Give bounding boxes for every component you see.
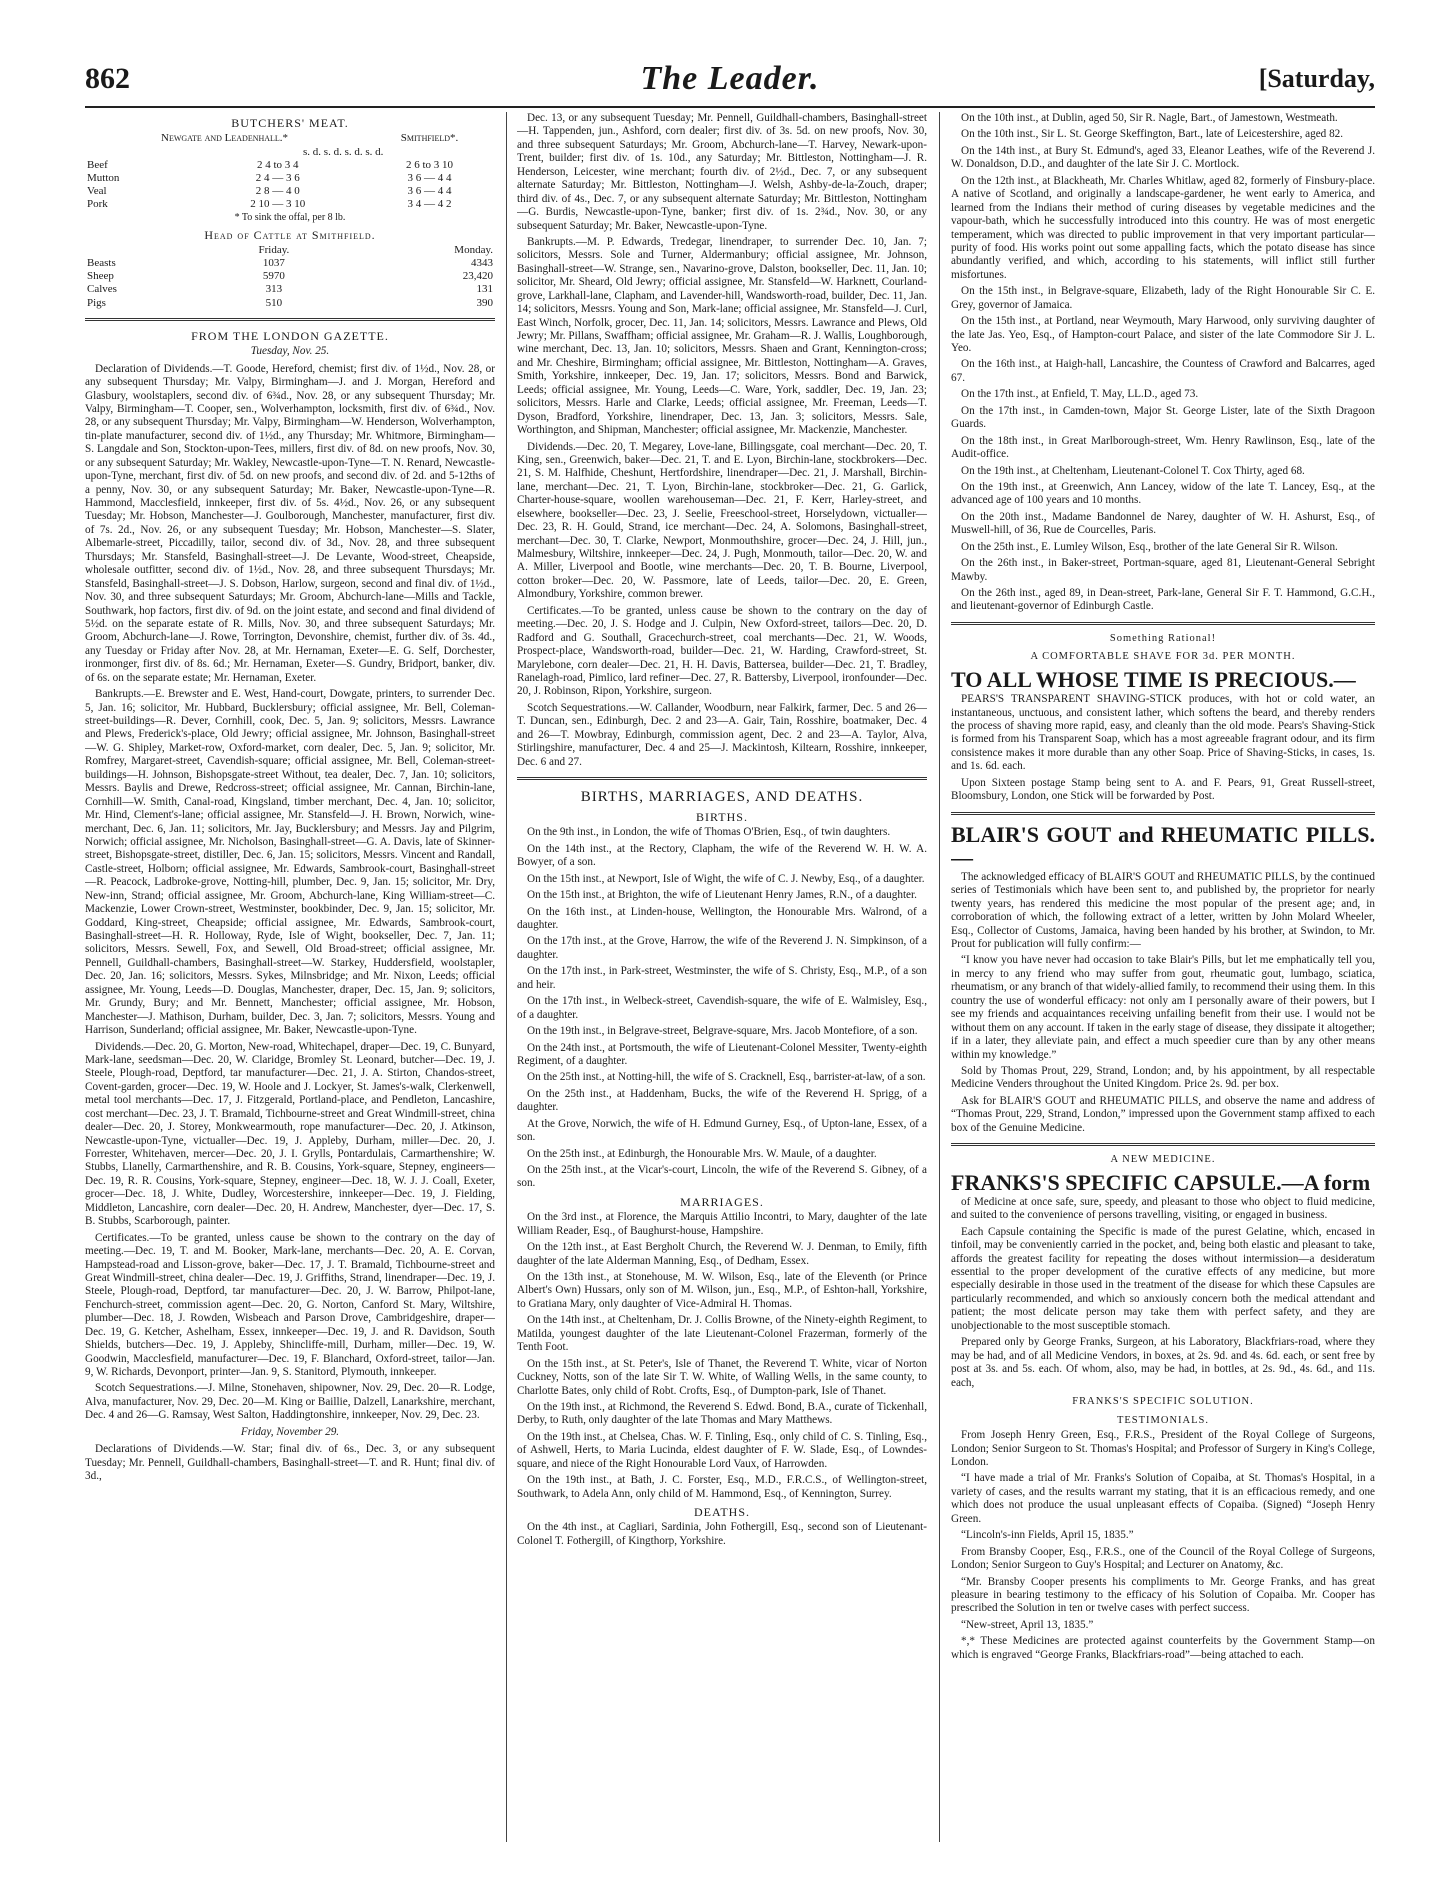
marriages-heading: MARRIAGES. xyxy=(680,1194,764,1209)
gazette-date: Tuesday, Nov. 25. xyxy=(250,345,330,358)
death-notice: On the 19th inst., at Cheltenham, Lieutenant-Colonel T. Cox Thirty, aged 68. xyxy=(961,464,1305,477)
death-notice: On the 20th inst., Madame Bandonnel de Narey, daughter of W. H. Ashurst, Esq., of Muswell-hill, of 36, Rue de Courcelles, Paris. xyxy=(951,510,1375,537)
franks-solution-heading: FRANKS'S SPECIFIC SOLUTION. xyxy=(1072,1395,1254,1407)
ad-paragraph: “I know you have never had occasion to take Blair's Pills, but let me emphatically tell you, in mercy to any friend who may suffer from gout, rheumatic gout, lumbago, sciatica, rheumatism, or any branch of that widely-allied family, to recommend their using them. In this country the use of wonderful efficacy: not only am I personally aware of their powers, but I see my friends and acquaintances receiving unfailing benefit from their use. I would not be without them on any account. If taken in the early stage of disease, they dissipate it altogether; if in a later, they alleviate pain, and effect a much speedier cure than by any other means within my knowledge.” xyxy=(951,954,1375,1061)
birth-notice: On the 25th inst., at the Vicar's-court, Lincoln, the wife of the Reverend S. Gibney, of a son. xyxy=(517,1164,927,1190)
gazette-notice: Scotch Sequestrations.—J. Milne, Stonehaven, shipowner, Nov. 29, Dec. 20—R. Lodge, Alva, manufacturer, Nov. 29, Dec. 20—M. King or Baillie, Dalzell, Lanarkshire, merchant, Dec. 4 and 26—G. Ramsay, West Salton, Haddingtonshire, innkeeper, Nov. 29, Dec. 23. xyxy=(85,1382,495,1422)
ad-paragraph: Each Capsule containing the Specific is made of the purest Gelatine, which, encased in tinfoil, may be conveniently carried in the pocket, and, being both elastic and pleasant to take, affords the greatest facility for repeating the doses without intermission—a desideratum essential to the proper development of the curative effects of any medicine, but more especially desirable in those used in the treatment of the disease for which these Capsules are particularly recommended, and which so anxiously concern both the medical attendant and patient; the most delicate person may take them with perfect safety, and they are unobjectionable to the most susceptible stomach. xyxy=(951,1225,1375,1332)
table-row xyxy=(85,185,495,198)
deaths-list xyxy=(517,1521,927,1548)
newspaper-page xyxy=(85,58,1375,1848)
butchers-table xyxy=(85,132,495,211)
birth-notice: On the 17th inst., at the Grove, Harrow, the wife of the Reverend J. N. Simpkinson, of a daughter. xyxy=(517,935,927,961)
franks-advertisement xyxy=(951,1196,1375,1390)
cell-sf: 3 6 — 4 4 xyxy=(407,185,452,198)
pears-title: TO ALL WHOSE TIME IS PRECIOUS.— xyxy=(951,667,1356,693)
testimonial-paragraph: “Lincoln's-inn Fields, April 15, 1835.” xyxy=(961,1529,1134,1542)
franks-title: FRANKS'S SPECIFIC CAPSULE.—A form xyxy=(951,1169,1371,1195)
gazette-notice: Certificates.—To be granted, unless cause be shown to the contrary on the day of meeting.—Dec. 19, T. and M. Booker, Mark-lane, merchants—Dec. 20, A. E. Corvan, Hampstead-road and Lisson-grove, baker—Dec. 17, J. T. Bramald, Tichbourne-street and Great Windmill-street, china dealer—Dec. 19, J. Griffiths, Strand, linendraper—Dec. 19, J. Steele, Plough-road, Deptford, tar manufacturer—Dec. 20, J. W. Barrow, Philpot-lane, Fenchurch-street, commission agent—Dec. 20, G. Norton, Canford St. Mary, Wiltshire, plumber—Dec. 18, J. Rowden, Wisbeach and Parson Drove, Cambridgeshire, draper—Dec. 19, G. Ketcher, Ashelham, Essex, innkeeper—Dec. 19, J. and R. Davidson, South Shields, butchers—Dec. 19, J. Appleby, Shincliffe-mill, Durham, miller—Dec. 19, W. Goodwin, Macclesfield, manufacturer—Dec. 19, F. Blanchard, Oxford-street, tailor—Jan. 9, W. Richards, Devonport, printer—Jan. 9, S. Stanitord, Plymouth, innkeeper. xyxy=(85,1231,495,1379)
death-notice: On the 10th inst., Sir L. St. George Skeffington, Bart., late of Leicestershire, aged 82. xyxy=(961,128,1344,141)
cell-sf: 2 6 to 3 10 xyxy=(406,158,454,171)
table-row xyxy=(85,257,495,270)
birth-notice: On the 17th inst., in Park-street, Westminster, the wife of S. Christy, Esq., M.P., of a son and heir. xyxy=(517,965,927,991)
death-notice: On the 16th inst., at Haigh-hall, Lancashire, the Countess of Crawford and Balcarres, aged 67. xyxy=(951,358,1375,384)
divider xyxy=(951,622,1375,625)
cell-monday: 131 xyxy=(476,283,493,296)
death-notice: On the 26th inst., aged 89, in Dean-street, Park-lane, General Sir F. T. Hammond, G.C.H., and lieutenant-governor of Edinburgh Castle. xyxy=(951,587,1375,613)
birth-notice: On the 25th inst., at Notting-hill, the wife of S. Cracknell, Esq., barrister-at-law, of a son. xyxy=(527,1071,926,1084)
gazette-notice: Dividends.—Dec. 20, G. Morton, New-road, Whitechapel, draper—Dec. 19, C. Bunyard, Mark-lane, seedsman—Dec. 20, W. Claridge, Bromley St. Leonard, butcher—Dec. 19, J. Steele, Plough-road, Deptford, tar manufacturer—Dec. 21, J. A. Stirton, Chandos-street, Covent-garden, grocer—Dec. 19, W. Hoole and J. Lockyer, St. James's-walk, Clerkenwell, metal tool merchants—Dec. 17, J. Fitzgerald, Portland-place, and Pendleton, Lancashire, cost merchant—Dec. 23, J. T. Bramald, Tichbourne-street and Great Windmill-street, china dealer—Dec. 20, J. Storey, Monkwearmouth, rope manufacturer—Dec. 20, J. Atkinson, Newcastle-upon-Tyne, victualler—Dec. 19, J. Appleby, Durham, miller—Dec. 20, J. Forrester, Whitehaven, mercer—Dec. 20, J. I. Grylls, Pontardulais, Carmarthenshire; W. Stubbs, Llanelly, Carmarthenshire, and R. B. Cousins, York-square, Stepney, engineers—Dec. 19, R. R. Cousins, York-square, Stepney, engineer—Dec. 18, W. J. J. Coall, Exeter, grocer—Dec. 18, J. White, Dudley, Worcestershire, innkeeper—Dec. 19, J. Fielding, Middleton, Lancashire, corn dealer—Dec. 20, H. Andrew, Manchester, dyer—Dec. 17, S. B. Stubbs, Scarborough, painter. xyxy=(85,1040,495,1228)
divider xyxy=(951,812,1375,815)
cell-name: Beasts xyxy=(87,257,116,270)
masthead xyxy=(85,58,1375,108)
gazette-notices-continued xyxy=(517,112,927,769)
gazette-notice: Scotch Sequestrations.—W. Callander, Woodburn, near Falkirk, farmer, Dec. 5 and 26—T. Duncan, sen., Edinburgh, Dec. 2 and 23—A. Gair, Tain, Rosshire, boatmaker, Dec. 4 and 26—T. Mowbray, Edinburgh, commission agent, Dec. 2 and 23—A. Taylor, Alva, Stirlingshire, manufacturer, Dec. 4 and 25—J. Mackintosh, Kiltearn, Rosshire, innkeeper, Dec. 6 and 27. xyxy=(517,701,927,768)
testimonial-paragraph: “I have made a trial of Mr. Franks's Solution of Copaiba, at St. Thomas's Hospital, in a variety of cases, and the results warrant my stating, that it is an efficacious remedy, and one which does not produce the usual unpleasant effects of Copaiba. (Signed) “Joseph Henry Green. xyxy=(951,1472,1375,1525)
death-notice: On the 15th inst., in Belgrave-square, Elizabeth, lady of the Right Honourable Sir C. E. Grey, governor of Jamaica. xyxy=(951,285,1375,311)
ad-paragraph: PEARS'S TRANSPARENT SHAVING-STICK produces, with hot or cold water, an instantaneous, unctuous, and consistent lather, which softens the beard, and thereby renders the process of shaving more rapid, easy, and cleanly than the old mode. Pears's Shaving-Stick is formed from his Transparent Soap, which has a most agreeable fragrant odour, and its firm consistence makes it more durable than any other Soap. Price of Shaving-Sticks, in cases, 1s. and 1s. 6d. each. xyxy=(951,693,1375,773)
marriage-notice: On the 19th inst., at Chelsea, Chas. W. F. Tinling, Esq., only child of C. S. Tinling, Esq., of Ashwell, Herts, to Maria Lucinda, eldest daughter of F. W. Slade, Esq., of Lowndes-square, and niece of the Right Honourable Lord Vaux, of Harrowden. xyxy=(517,1430,927,1470)
gazette-heading: FROM THE LONDON GAZETTE. xyxy=(191,328,389,343)
table-row xyxy=(85,172,495,185)
cell-sf: 3 6 — 4 4 xyxy=(407,171,452,184)
birth-notice: At the Grove, Norwich, the wife of H. Edmund Gurney, Esq., of Upton-lane, Essex, of a son. xyxy=(517,1117,927,1144)
marriage-notice: On the 15th inst., at St. Peter's, Isle of Thanet, the Reverend T. White, vicar of Norton Cuckney, Notts, son of the late Sir T. W. White, of Walling Wells, in the same county, to Charlotte Bates, only child of Robt. Crofts, Esq., of Dumpton-park, Isle of Thanet. xyxy=(517,1357,927,1397)
death-notice: On the 19th inst., at Greenwich, Ann Lancey, widow of the late T. Lancey, Esq., at the advanced age of 100 years and 10 months. xyxy=(951,480,1375,507)
table-row xyxy=(85,297,495,310)
marriage-notice: On the 12th inst., at East Bergholt Church, the Reverend W. J. Denman, to Emily, fifth daughter of the late Alderman Manning, Esq., of Dedham, Essex. xyxy=(517,1241,927,1267)
birth-notice: On the 25th inst., at Haddenham, Bucks, the wife of the Reverend H. Sprigg, of a daughter. xyxy=(517,1087,927,1114)
ad-paragraph: Prepared only by George Franks, Surgeon, at his Laboratory, Blackfriars-road, where they may be had, and of all Medicine Vendors, in boxes, at 2s. 9d. and 4s. 6d. each, or sent free by post at 3s. and 5s. each. Of whom, also, may be had, in bottles, at 2s. 9d., 4s. 6d., and 11s. each, xyxy=(951,1336,1375,1389)
table-row xyxy=(85,198,495,211)
cell-nl: 2 4 to 3 4 xyxy=(256,158,299,171)
ad-paragraph: Upon Sixteen postage Stamp being sent to A. and F. Pears, 91, Great Russell-street, Bloomsbury, London, one Stick will be forwarded by Post. xyxy=(951,776,1375,803)
deaths-list-continued xyxy=(951,112,1375,614)
death-notice: On the 25th inst., E. Lumley Wilson, Esq., brother of the late General Sir R. Wilson. xyxy=(961,540,1338,553)
table-row xyxy=(85,159,495,172)
butchers-col-right: Smithfield*. xyxy=(400,132,459,145)
divider xyxy=(517,777,927,780)
birth-notice: On the 9th inst., in London, the wife of Thomas O'Brien, Esq., of twin daughters. xyxy=(527,826,891,839)
divider xyxy=(85,318,495,321)
births-list xyxy=(517,826,927,1191)
cattle-table xyxy=(85,244,495,310)
cell-sf: 3 4 — 4 2 xyxy=(407,198,452,211)
gazette-notices xyxy=(85,363,495,1423)
column-3 xyxy=(951,112,1375,1842)
marriage-notice: On the 3rd inst., at Florence, the Marquis Attilio Incontri, to Mary, daughter of the late William Reader, Esq., of Baughurst-house, Hampshire. xyxy=(517,1211,927,1237)
gazette-notice: Dec. 13, or any subsequent Tuesday; Mr. Pennell, Guildhall-chambers, Basinghall-street—H. Tappenden, jun., Ashford, corn dealer; first div. of 3s. 5d. on new proofs, Nov. 30, and three subsequent Saturdays; Mr. Groom, Abchurch-lane—T. Harvey, Newark-upon-Trent, builder; first div. of 1s. 10d., any Saturday; Mr. Bittleston, Nottingham—J. R. Henderson, Leicester, wine merchant; fourth div. of 2½d., Dec. 7, or any subsequent alternate Saturday; Mr. Bittleston, Nottingham—J. Welsh, Ashby-de-la-Zouch, draper; third div. of 4s., Dec. 7, or any subsequent alternate Saturday; Mr. Bittleston, Nottingham—G. Burdis, Newcastle-upon-Tyne, banker; first div. of 1s. 2¾d., Nov. 30, or any subsequent Saturday; Mr. Baker, Newcastle-upon-Tyne. xyxy=(517,112,927,232)
gazette-notice: Dividends.—Dec. 20, T. Megarey, Love-lane, Billingsgate, coal merchant—Dec. 20, T. King, sen., Greenwich, baker—Dec. 21, T. and E. Lyon, Birchin-lane, stockbrokers—Dec. 21, S. M. Halfhide, Cheshunt, Hertfordshire, linendraper—Dec. 21, J. Marshall, Birchin-lane, merchant—Dec. 21, T. Lyon, Birchin-lane, stockbroker—Dec. 21, G. Garlick, Charter-house-square, woollen warehouseman—Dec. 21, F. Kerr, Harley-street, and elsewhere, bookseller—Dec. 23, J. Seelie, Freeschool-street, Horselydown, victualler—Dec. 23, R. H. Gould, Strand, ice merchant—Dec. 24, A. Solomons, Basinghall-street, merchant—Dec. 30, T. Clarke, Newport, Monmouthshire, grocer—Dec. 24, J. Hill, jun., Malmesbury, Wiltshire, innkeeper—Dec. 24, J. Pugh, Monmouth, tailor—Dec. 20, W. and A. Miller, Liverpool and Bootle, wine merchants—Dec. 20, T. B. Bourne, Liverpool, cotton broker—Dec. 20, W. Passmore, late of Leeds, tailor—Dec. 20, E. Green, Almondbury, Yorkshire, common brewer. xyxy=(517,440,927,601)
cell-friday: 5970 xyxy=(262,270,285,283)
testimonials xyxy=(951,1429,1375,1662)
cell-nl: 2 4 — 3 6 xyxy=(255,171,300,184)
marriages-list xyxy=(517,1211,927,1501)
table-row xyxy=(85,283,495,296)
offal-note: * To sink the offal, per 8 lb. xyxy=(234,211,346,223)
column-2 xyxy=(517,112,927,1842)
birth-notice: On the 16th inst., at Linden-house, Wellington, the Honourable Mrs. Walrond, of a daughter. xyxy=(517,905,927,932)
blair-advertisement xyxy=(951,871,1375,1135)
birth-notice: On the 15th inst., at Newport, Isle of Wight, the wife of C. J. Newby, Esq., of a daughter. xyxy=(527,872,925,885)
column-rule xyxy=(939,112,940,1842)
marriage-notice: On the 19th inst., at Bath, J. C. Forster, Esq., M.D., F.R.C.S., of Wellington-street, Southwark, to Adela Ann, only child of M. Hammond, Esq., of Kennington, Surrey. xyxy=(517,1474,927,1500)
gazette-notice: Declaration of Dividends.—T. Goode, Hereford, chemist; first div. of 1½d., Nov. 28, or any subsequent Thursday; Mr. Valpy, Birmingham—J. and J. Morgan, Hereford and Glasbury, woolstaplers, second div. of 6¾d., Nov. 28, or any subsequent Thursday; Mr. Valpy, Birmingham—T. Cooper, sen., Wolverhampton, locksmith, first div. of 6¾d., Nov. 28, or any subsequent Thursday; Mr. Valpy, Birmingham—W. Henderson, Wolverhampton, tin-plate manufacturer, second div. of 1½d., any Thursday; Mr. Whitmore, Birmingham—S. Langdale and Son, Stockton-upon-Tees, millers, first div. of 8d. on new proofs, Nov. 30, or any subsequent Saturday; Mr. Wakley, Newcastle-upon-Tyne—T. N. Renard, Newcastle-upon-Tyne, merchant, first div. of 5d. on new proofs, and second div. of 2d. and 5-12ths of a penny, Nov. 30, or any subsequent Saturday; Mr. Baker, Newcastle-upon-Tyne—R. Hammond, Macclesfield, innkeeper, first div. of 5s. 4½d., Nov. 26, or any subsequent Tuesday; Mr. Hobson, Manchester—J. Goulborough, Manchester, manufacturer, first div. of 7s. 2d., Nov. 26, or any subsequent Tuesday; Mr. Hobson, Manchester—S. Slater, Albemarle-street, Piccadilly, tailor, second div. of 3d., Nov. 28, and three subsequent Thursdays; Mr. Stansfeld, Basinghall-street—J. De Levante, Wood-street, Cheapside, wholesale outfitter, second div. of 1½d., Nov. 28, and three subsequent Thursdays; Mr. Stansfeld, Basinghall-street—J. S. Dobson, Harlow, surgeon, second and final div. of 1½d., Nov. 30, and three subsequent Saturdays; Mr. Groom, Abchurch-lane—Mills and Tackle, Southwark, hop factors, first div. of 9d. on the joint estate, and second and final dividend of 5½d. on the separate estate of R. Mills, Nov. 30, and three subsequent Saturdays; Mr. Groom, Abchurch-lane—J. Rowe, Torrington, Devonshire, chemist, further div. of 3s. 4d., any Tuesday or Friday after Nov. 28, at Mr. Hernaman, Exeter—E. G. Self, Dorchester, ironmonger, first div. of 8s. 6d.; Mr. Hernaman, Exeter—S. Gundry, Bridport, banker, div. of 6s. on the separate estate; Mr. Hernaman, Exeter. xyxy=(85,362,495,684)
death-notice: On the 18th inst., in Great Marlborough-street, Wm. Henry Rawlinson, Esq., late of the Audit-office. xyxy=(951,434,1375,461)
blair-title: BLAIR'S GOUT and RHEUMATIC PILLS.— xyxy=(951,821,1375,870)
testimonial-paragraph: “New-street, April 13, 1835.” xyxy=(961,1618,1094,1631)
cell-name: Mutton xyxy=(87,171,120,184)
gazette-date-2: Friday, November 29. xyxy=(240,1425,340,1438)
cattle-col-friday: Friday. xyxy=(258,243,290,256)
testimonial-paragraph: “Mr. Bransby Cooper presents his compliments to Mr. George Franks, and has great pleasure in bearing testimony to the efficacy of his Solution of Copaiba. Mr. Cooper has prescribed the Solution in ten or twelve cases with perfect success. xyxy=(951,1575,1375,1615)
death-notice: On the 17th inst., at Enfield, T. May, LL.D., aged 73. xyxy=(961,388,1199,401)
cell-nl: 2 10 — 3 10 xyxy=(250,198,306,211)
cell-friday: 1037 xyxy=(262,257,285,270)
cell-name: Pork xyxy=(87,198,108,211)
death-notice: On the 14th inst., at Bury St. Edmund's, aged 33, Eleanor Leathes, wife of the Reverend J. W. Donaldson, D.D., and daughter of the late Sir J. C. Mortlock. xyxy=(951,144,1375,171)
cell-friday: 510 xyxy=(265,296,283,309)
column-1 xyxy=(85,112,495,1842)
butchers-col-left: Newgate and Leadenhall.* xyxy=(161,132,289,145)
divider xyxy=(951,1143,1375,1146)
births-heading: BIRTHS. xyxy=(696,810,748,824)
gazette-notice: Bankrupts.—M. P. Edwards, Tredegar, linendraper, to surrender Dec. 10, Jan. 7; solicitors, Messrs. Sole and Turner, Aldermanbury; official assignee, Mr. Johnson, Basinghall-street—W. Strange, sen., Navarino-grove, Dalston, bookseller, Dec. 11, Jan. 10; solicitor, Mr. Sheard, Old Jewry; official assignee, Mr. Stansfeld—W. Harknett, Courland-grove, Larkhall-lane, Clapham, and Lavender-hill, Wandsworth-road, builder, Dec. 11, Jan. 14; solicitors, Messrs. Young and Son, Mark-lane; official assignee, Mr. Stansfeld—J. Curl, East Winch, Norfolk, grocer, Dec. 11, Jan. 14; solicitors, Messrs. Lawrance and Plews, Old Jewry; Mr. Pillans, Swaffham; official assignee, Mr. Graham—R. J. Wallis, Loughborough, wine merchant, Dec. 13, Jan. 10; solicitors, Messrs. Shaen and Grant, Kennington-cross; and Mr. Cheshire, Birmingham; official assignee, Mr. Bittleston, Nottingham—A. Graves, Smith, Yorkshire, innkeeper, Dec. 19, Jan. 17; solicitors, Messrs. Bond and Barwick, Leeds; official assignee, Mr. Young, Leeds—C. Ware, York, saddler, Dec. 19, Jan. 23; solicitors, Messrs. Harle and Clarke, Leeds; official assignee, Mr. Freeman, Leeds—T. Dyson, Bradford, Yorkshire, linendraper, Dec. 13, Jan. 3; solicitors, Messrs. Sale, Worthington, and Shipman, Manchester; official assignee, Mr. Mackenzie, Manchester. xyxy=(517,235,927,437)
deaths-heading: DEATHS. xyxy=(693,1505,750,1520)
franks-kicker: A NEW MEDICINE. xyxy=(1110,1154,1216,1166)
testimonial-paragraph: From Bransby Cooper, Esq., F.R.S., one of the Council of the Royal College of Surgeons, London; Senior Surgeon to Guy's Hospital; and Lecturer on Anatomy, &c. xyxy=(951,1545,1375,1572)
death-notice: On the 12th inst., at Blackheath, Mr. Charles Whitlaw, aged 82, formerly of Finsbury-place. A native of Scotland, and originally a landscape-gardener, he went early to America, and learned from the Indians their method of curing diseases by vegetable medicines and the vapour-bath, which he successfully introduced into this country. He was of most energetic temperament, which was directed to public improvement in that very important particular—purity of food. His works point out some appalling facts, which the potato disease has since abundantly verified, and which, according to his statements, will inflict still further misfortunes. xyxy=(951,174,1375,281)
table-row xyxy=(85,270,495,283)
testimonial-paragraph: *,* These Medicines are protected against counterfeits by the Government Stamp—on which is engraved “George Franks, Blackfriars-road”—being attached to each. xyxy=(951,1635,1375,1661)
cell-name: Veal xyxy=(87,185,107,198)
cell-nl: 2 8 — 4 0 xyxy=(255,185,300,198)
butchers-heading: BUTCHERS' MEAT. xyxy=(231,116,349,130)
pears-kicker: Something Rational! xyxy=(1109,632,1217,644)
cell-monday: 23,420 xyxy=(462,270,493,283)
cell-name: Sheep xyxy=(87,270,114,283)
bmd-heading: BIRTHS, MARRIAGES, AND DEATHS. xyxy=(580,789,864,805)
issue-day: [Saturday, xyxy=(1258,64,1375,93)
death-notice: On the 4th inst., at Cagliari, Sardinia, John Fothergill, Esq., second son of Lieutenant-Colonel T. Fothergill, of Kingthorp, Yorkshire. xyxy=(517,1521,927,1547)
marriage-notice: On the 19th inst., at Richmond, the Reverend S. Edwd. Bond, B.A., curate of Tickenhall, Derby, to Ruth, only daughter of the late Thomas and Mary Matthews. xyxy=(517,1400,927,1427)
testimonial-paragraph: From Joseph Henry Green, Esq., F.R.S., President of the Royal College of Surgeons, London; Senior Surgeon to St. Thomas's Hospital; and Professor of Surgery in King's College, London. xyxy=(951,1429,1375,1469)
death-notice: On the 15th inst., at Portland, near Weymouth, Mary Harwood, only surviving daughter of the late Jas. Yeo, Esq., of Hampton-court Palace, and sister of the late Commodore Sir J. L. Yeo. xyxy=(951,315,1375,354)
cell-name: Calves xyxy=(87,283,117,296)
death-notice: On the 17th inst., in Camden-town, Major St. George Lister, late of the Sixth Dragoon Guards. xyxy=(951,404,1375,431)
birth-notice: On the 19th inst., in Belgrave-street, Belgrave-square, Mrs. Jacob Montefiore, of a son. xyxy=(527,1025,918,1038)
cell-monday: 4343 xyxy=(471,257,493,270)
marriage-notice: On the 13th inst., at Stonehouse, M. W. Wilson, Esq., late of the Eleventh (or Prince Albert's Own) Hussars, only son of M. Wilson, jun., Esq., M.P., of Eshton-hall, Yorkshire, to Gratiana Mary, only daughter of Vice-Admiral H. Thomas. xyxy=(517,1271,927,1310)
birth-notice: On the 14th inst., at the Rectory, Clapham, the wife of the Reverend W. H. W. A. Bowyer, of a son. xyxy=(517,842,927,869)
cell-friday: 313 xyxy=(265,283,283,296)
gazette-notice: Certificates.—To be granted, unless cause be shown to the contrary on the day of meeting.—Dec. 20, J. S. Hodge and J. Culpin, New Oxford-street, tailors—Dec. 20, D. Radford and G. Southall, Gracechurch-street, coal merchants—Dec. 21, W. Woods, Prospect-place, Wandsworth-road, builder—Dec. 21, W. Harding, Crawford-street, St. Marylebone, corn dealer—Dec. 21, H. H. Davis, Battersea, builder—Dec. 21, T. Bradley, Ranelagh-road, Pimlico, lard refiner—Dec. 27, R. Battersby, Liverpool, ironfounder—Dec. 20, J. Robinson, Ripon, Yorkshire, surgeon. xyxy=(517,604,927,698)
ad-paragraph: of Medicine at once safe, sure, speedy, and pleasant to those who object to fluid medicine, and suited to the convenience of persons travelling, visiting, or engaged in business. xyxy=(951,1195,1375,1222)
ad-paragraph: The acknowledged efficacy of BLAIR'S GOUT and RHEUMATIC PILLS, by the continued series of Testimonials which have been sent to, and published by, the proprietor for nearly twenty years, has rendered this medicine the most popular of the present age; and, in corroboration of which, the following extract of a letter, written by John Molard Wheeler, Esq., Collector of Customs, Jamaica, having been handed by his brother, at Swindon, to Mr. Prout for publication will fully confirm:— xyxy=(951,870,1375,951)
ad-paragraph: Sold by Thomas Prout, 229, Strand, London; and, by his appointment, by all respectable Medicine Venders throughout the United Kingdom. Price 2s. 9d. per box. xyxy=(951,1064,1375,1091)
cell-monday: 390 xyxy=(476,296,493,309)
gazette-notice: Bankrupts.—E. Brewster and E. West, Hand-court, Dowgate, printers, to surrender Dec. 5, Jan. 16; solicitor, Mr. Hubbard, Bucklersbury; official assignee, Mr. Bell, Coleman-street-buildings—R. Dever, Cornhill, cook, Dec. 5, Jan. 9; solicitors, Messrs. Lawrance and Plews, Frederick's-place, Old Jewry; official assignee, Mr. Johnson, Basinghall-street—W. G. Shipley, Market-row, Oxford-market, corn dealer, Dec. 5, Jan. 9; solicitor, Mr. Romfrey, Margaret-street, Cavendish-square; official assignee, Mr. Bell, Coleman-street-buildings—H. Johnson, Bishopsgate-street Without, tea dealer, Dec. 7, Jan. 10; solicitors, Messrs. Baylis and Drewe, Redcross-street; official assignee, Mr. Cannan, Birchin-lane, Cornhill—W. Smith, Canal-road, Kingsland, timber merchant, Dec. 4, Jan. 10; solicitor, Mr. Hind, Clement's-lane; official assignee, Mr. Stansfeld—J. H. Brown, Norwich, wine-merchant, Dec. 6, Jan. 11; solicitors, Mr. Jay, Bucklersbury; and Messrs. Jay and Pilgrim, Norwich; official assignee, Mr. Nicholson, Basinghall-street—G. A. Davis, late of Skinner-street, Bishopsgate-street, distiller, Dec. 6, Jan. 15; solicitors, Messrs. Vincent and Randall, Castle-street, Holborn; official assignee, Mr. Edwards, Sambrook-court, Basinghall-street—R. Peacock, Ladbroke-grove, Notting-hill, plumber, Dec. 9, Jan. 15; solicitor, Mr. Dry, New-inn, Strand; official assignee, Mr. Groom, Abchurch-lane, King William-street—C. Mackenzie, Lower Crown-street, Westminster, bookbinder, Dec. 9, Jan. 15; solicitor, Mr. Goddard, King-street, Cheapside; official assignee, Mr. Edwards, Sambrook-court, Basinghall-street—H. R. Holloway, Ryde, Isle of Wight, bookseller, Dec. 7, Jan. 11; solicitors, Messrs. Sewell, Fox, and Sewell, Old Broad-street; official assignee, Mr. Pennell, Guildhall-chambers, Basinghall-street—W. Starkey, Huddersfield, woolstapler, Dec. 20, Jan. 16; solicitors, Messrs. Sykes, Milnsbridge; and Mr. Nixon, Leeds; official assignee, Mr. Young, Leeds—D. Douglas, Manchester, draper, Dec. 15, Jan. 9; solicitors, Mr. Grundy, Bury; and Mr. Bennett, Manchester; official assignee, Mr. Hobson, Manchester—J. Mathison, Durham, builder, Dec. 3, Jan. 7; solicitors, Messrs. Young and Harrison, Sunderland; official assignee, Mr. Baker, Newcastle-upon-Tyne. xyxy=(85,688,495,1037)
birth-notice: On the 17th inst., in Welbeck-street, Cavendish-square, the wife of E. Walmisley, Esq., of a daughter. xyxy=(517,995,927,1021)
marriage-notice: On the 14th inst., at Cheltenham, Dr. J. Collis Browne, of the Ninety-eighth Regiment, to Matilda, youngest daughter of the late Lieutenant-Colonel Frazerman, formerly of the Tenth Foot. xyxy=(517,1314,927,1354)
cattle-heading: Head of Cattle at Smithfield. xyxy=(204,227,376,242)
death-notice: On the 10th inst., at Dublin, aged 50, Sir R. Nagle, Bart., of Jamestown, Westmeath. xyxy=(961,112,1338,124)
gazette-notices-2 xyxy=(85,1443,495,1483)
birth-notice: On the 15th inst., at Brighton, the wife of Lieutenant Henry James, R.N., of a daughter. xyxy=(527,889,917,902)
ad-paragraph: Ask for BLAIR'S GOUT and RHEUMATIC PILLS, and observe the name and address of “Thomas Prout, 229, Strand, London,” impressed upon the Government stamp affixed to each box of the Genuine Medicine. xyxy=(951,1094,1375,1134)
cell-name: Beef xyxy=(87,158,108,171)
testimonials-heading: TESTIMONIALS. xyxy=(1116,1414,1210,1426)
cell-name: Pigs xyxy=(87,296,106,309)
pears-advertisement xyxy=(951,693,1375,804)
birth-notice: On the 25th inst., at Edinburgh, the Honourable Mrs. W. Maule, of a daughter. xyxy=(527,1147,877,1160)
pears-sub: A COMFORTABLE SHAVE FOR 3d. PER MONTH. xyxy=(1030,651,1296,663)
unit-header: s. d. s. d. s. d. s. d. xyxy=(303,145,384,158)
column-rule xyxy=(506,112,507,1842)
cattle-col-monday: Monday. xyxy=(454,243,493,256)
paper-title: The Leader. xyxy=(640,60,820,97)
death-notice: On the 26th inst., in Baker-street, Portman-square, aged 81, Lieutenant-General Sebright Mawby. xyxy=(951,557,1375,583)
columns xyxy=(85,112,1375,1842)
gazette-notice: Declarations of Dividends.—W. Star; final div. of 6s., Dec. 3, or any subsequent Tuesday; Mr. Pennell, Guildhall-chambers, Basinghall-street—T. and R. Hunt; final div. of 3d., xyxy=(85,1443,495,1483)
birth-notice: On the 24th inst., at Portsmouth, the wife of Lieutenant-Colonel Messiter, Twenty-eighth Regiment, of a daughter. xyxy=(517,1041,927,1067)
page-number: 862 xyxy=(85,62,130,95)
